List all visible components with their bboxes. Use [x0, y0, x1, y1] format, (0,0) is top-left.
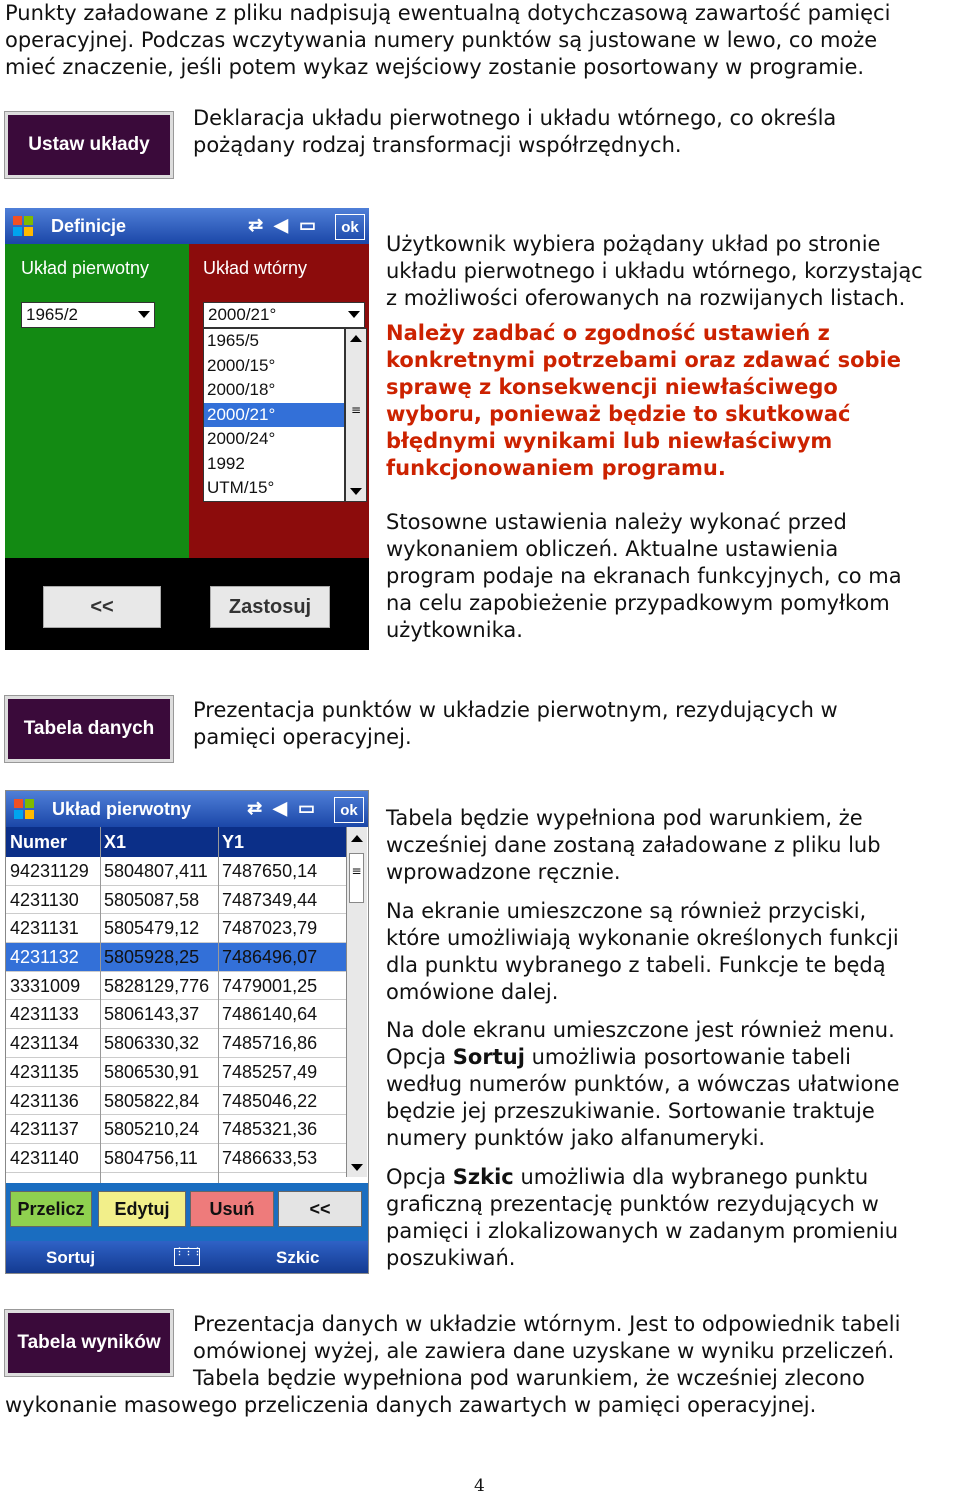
side1-note-2: wykonaniem obliczeń. Aktualne ustawienia: [386, 537, 839, 561]
scroll-grip-icon: ≡: [351, 403, 362, 417]
section1-desc-1: Deklaracja układu pierwotnego i układu wtórnego, co określa: [193, 106, 837, 130]
side2-line-7: omówione dalej.: [386, 980, 559, 1004]
table-row[interactable]: [6, 1000, 346, 1029]
table-row[interactable]: [6, 972, 346, 1001]
cell-y1: 7485321,36: [222, 1119, 318, 1140]
side2-line-1: Tabela będzie wypełniona pod warunkiem, że: [386, 806, 863, 830]
text-span: Opcja: [386, 1045, 453, 1069]
section3-line-1: Prezentacja danych w układzie wtórnym. Jest to odpowiednik tabeli: [193, 1312, 901, 1336]
column-divider: [100, 827, 101, 1241]
cell-number: 94231129: [10, 861, 89, 881]
cell-y1: 7479001,25: [222, 975, 318, 996]
side2-line-3: wprowadzone ręcznie.: [386, 860, 621, 884]
secondary-system-select[interactable]: [203, 302, 365, 328]
table-row[interactable]: [6, 1115, 346, 1144]
primary-panel: [5, 244, 189, 558]
side1-note-1: Stosowne ustawienia należy wykonać przed: [386, 510, 847, 534]
windows-logo-icon: [11, 214, 35, 238]
side2-line-6: dla punktu wybranego z tabeli. Funkcje te będą: [386, 953, 886, 977]
tabela-wynikow-button[interactable]: Tabela wyników: [5, 1310, 173, 1376]
text-span: umożliwia posortowanie tabeli: [524, 1045, 851, 1069]
secondary-options-list: [203, 328, 345, 502]
option-item[interactable]: 2000/15°: [207, 355, 276, 375]
primary-select-value: 1965/2: [26, 305, 78, 324]
table-row[interactable]: [6, 1029, 346, 1058]
section1-desc-2: pożądany rodzaj transformacji współrzędnych.: [193, 133, 682, 157]
screen-title: Układ pierwotny: [52, 799, 192, 819]
cell-x1: 5828129,776: [104, 975, 210, 996]
side2-line-10: według numerów punktów, a wówczas ułatwione: [386, 1072, 900, 1096]
side1-note-4: na celu zapobieżenie przypadkowym pomyłkom: [386, 591, 890, 615]
warning-line-2: konkretnymi potrzebami oraz zdawać sobie: [386, 348, 901, 372]
section3-line-4: wykonanie masowego przeliczenia danych zawartych w pamięci operacyjnej.: [5, 1393, 817, 1417]
table-scrollbar[interactable]: [346, 827, 367, 1177]
bottom-menu-bar: [6, 1241, 368, 1274]
warning-line-3: sprawę z konsekwencji niewłaściwego: [386, 375, 838, 399]
scroll-down-icon[interactable]: [351, 1164, 363, 1171]
cell-x1: 5805928,25: [104, 947, 200, 968]
side2-line-14: graficzną prezentację punktów rezydujących w: [386, 1192, 879, 1216]
scroll-up-icon[interactable]: [350, 335, 362, 342]
side2-line-16: poszukiwań.: [386, 1246, 516, 1270]
page-number: 4: [474, 1476, 485, 1496]
cell-number: 3331009: [10, 975, 81, 996]
edit-button[interactable]: Edytuj: [98, 1191, 186, 1227]
cell-x1: 5805822,84: [104, 1090, 200, 1111]
ok-button[interactable]: ok: [334, 797, 364, 823]
scroll-up-icon[interactable]: [351, 835, 363, 842]
back-button[interactable]: <<: [43, 586, 161, 628]
section3-line-2: omówionej wyżej, ale zawiera dane uzyskane w wyniku przeliczeń.: [193, 1339, 895, 1363]
table-row[interactable]: [6, 914, 346, 943]
primary-system-select[interactable]: [21, 302, 155, 328]
primary-label: Układ pierwotny: [21, 258, 150, 278]
screen-title: Definicje: [51, 216, 127, 236]
column-header-x1[interactable]: X1: [104, 832, 127, 852]
side2-line-13: [386, 1164, 868, 1191]
option-item[interactable]: 2000/18°: [207, 380, 276, 399]
cell-number: 4231130: [10, 889, 79, 910]
option-item[interactable]: UTM/15°: [207, 478, 275, 497]
side1-line-1: Użytkownik wybiera pożądany układ po stronie: [386, 232, 881, 256]
ustaw-uklady-button[interactable]: Ustaw układy: [5, 112, 173, 178]
side2-line-12: numery punktów jako alfanumeryki.: [386, 1126, 766, 1150]
definitions-screen: [5, 208, 369, 650]
cell-y1: 7485046,22: [222, 1090, 318, 1111]
cell-number: 4231133: [10, 1004, 79, 1025]
table-row-selected[interactable]: [6, 943, 346, 972]
section2-desc-1: Prezentacja punktów w układzie pierwotnym, rezydujących w: [193, 698, 838, 722]
menu-sort[interactable]: Sortuj: [46, 1248, 96, 1267]
table-body: [6, 857, 346, 1173]
table-row[interactable]: [6, 857, 346, 886]
cell-x1: 5805087,58: [104, 889, 200, 910]
scroll-down-icon[interactable]: [350, 488, 362, 495]
section2-desc-2: pamięci operacyjnej.: [193, 725, 412, 749]
delete-button[interactable]: Usuń: [190, 1191, 274, 1227]
table-row[interactable]: [6, 1058, 346, 1087]
cell-y1: 7486633,53: [222, 1147, 318, 1168]
side1-note-3: program podaje na ekranach funkcyjnych, co ma: [386, 564, 902, 588]
cell-y1: 7485257,49: [222, 1061, 318, 1082]
side2-line-11: będzie jej przeszukiwanie. Sortowanie traktuje: [386, 1099, 875, 1123]
side1-line-3: z możliwości oferowanych na rozwijanych listach.: [386, 286, 906, 310]
ok-button[interactable]: ok: [335, 214, 365, 240]
table-row[interactable]: [6, 1144, 346, 1173]
chevron-down-icon: [138, 311, 150, 318]
text-span: umożliwia dla wybranego punktu: [513, 1165, 869, 1189]
section3-line-3: Tabela będzie wypełniona pod warunkiem, że wcześniej zlecono: [193, 1366, 865, 1390]
secondary-select-value: 2000/21°: [208, 305, 277, 324]
scroll-thumb[interactable]: ≡: [349, 853, 364, 903]
cell-y1: 7485716,86: [222, 1033, 318, 1054]
cell-y1: 7486496,07: [222, 947, 318, 968]
cell-number: 4231136: [10, 1090, 79, 1111]
secondary-label: Układ wtórny: [203, 258, 308, 278]
cell-number: 4231131: [10, 918, 79, 939]
column-header-number[interactable]: Numer: [10, 832, 68, 852]
cell-x1: 5805479,12: [104, 918, 200, 939]
table-row[interactable]: [6, 886, 346, 915]
action-button-row: [6, 1183, 368, 1241]
side1-note-5: użytkownika.: [386, 618, 523, 642]
menu-sketch[interactable]: Szkic: [276, 1248, 320, 1267]
cell-y1: 7487349,44: [222, 889, 318, 910]
option-item[interactable]: 2000/24°: [207, 429, 276, 448]
warning-line-1: Należy zadbać o zgodność ustawień z: [386, 321, 830, 345]
cell-x1: 5804756,11: [104, 1147, 198, 1168]
warning-line-5: błędnymi wynikami lub niewłaściwym: [386, 429, 833, 453]
option-item[interactable]: 1992: [207, 453, 245, 473]
intro-line-3: mieć znaczenie, jeśli potem wykaz wejściowy zostanie posortowany w programie.: [5, 55, 865, 79]
cell-x1: 5805210,24: [104, 1119, 200, 1140]
cell-number: 4231140: [10, 1147, 79, 1168]
cell-y1: 7486140,64: [222, 1004, 318, 1025]
title-bar: [5, 208, 369, 244]
keyboard-icon[interactable]: ⋮⋮⋮: [174, 1248, 200, 1266]
cell-x1: 5804807,411: [104, 861, 208, 881]
chevron-down-icon: [348, 311, 360, 318]
table-header: [6, 827, 346, 857]
apply-button[interactable]: Zastosuj: [210, 586, 330, 628]
table-row[interactable]: [6, 1087, 346, 1116]
status-icons: ⇄ ◀︎ ▭: [247, 798, 318, 818]
side2-line-2: wcześniej dane zostaną załadowane z pliku lub: [386, 833, 881, 857]
windows-logo-icon: [12, 797, 36, 821]
options-scrollbar[interactable]: [345, 328, 367, 502]
data-table-screen: [5, 790, 369, 1274]
cell-number: 4231137: [10, 1119, 79, 1140]
cell-y1: 7487023,79: [222, 918, 318, 939]
cell-y1: 7487650,14: [222, 861, 318, 881]
cell-x1: 5806530,91: [104, 1061, 200, 1082]
cell-number: 4231134: [10, 1033, 79, 1054]
bold-option-sketch: Szkic: [452, 1165, 514, 1189]
warning-line-6: funkcjonowaniem programu.: [386, 456, 726, 480]
warning-line-4: wyboru, ponieważ będzie to skutkować: [386, 402, 851, 426]
cell-number: 4231135: [10, 1061, 79, 1082]
side2-line-8: Na dole ekranu umieszczone jest również menu.: [386, 1018, 895, 1042]
cell-x1: 5806143,37: [104, 1004, 200, 1025]
recalculate-button[interactable]: Przelicz: [10, 1191, 92, 1227]
side2-line-9: [386, 1044, 851, 1071]
side2-line-4: Na ekranie umieszczone są również przyciski,: [386, 899, 867, 923]
side1-line-2: układu pierwotnego i układu wtórnego, korzystając: [386, 259, 923, 283]
side2-line-5: które umożliwiają wykonanie określonych funkcji: [386, 926, 899, 950]
back-button[interactable]: <<: [278, 1191, 362, 1227]
cell-x1: 5806330,32: [104, 1033, 200, 1054]
side2-line-15: pamięci i zlokalizowanych w zadanym promieniu: [386, 1219, 899, 1243]
column-header-y1[interactable]: Y1: [222, 832, 245, 852]
intro-line-2: operacyjnej. Podczas wczytywania numery punktów są justowane w lewo, co może: [5, 28, 878, 52]
bold-option-sort: Sortuj: [452, 1045, 525, 1069]
option-item-selected[interactable]: 2000/21°: [204, 403, 344, 428]
status-icons: ⇄ ◀︎ ▭: [248, 215, 319, 235]
tabela-danych-button[interactable]: Tabela danych: [5, 696, 173, 762]
option-item[interactable]: 1965/5: [207, 331, 259, 350]
text-span: Opcja: [386, 1165, 453, 1189]
intro-line-1: Punkty załadowane z pliku nadpisują ewentualną dotychczasową zawartość pamięci: [5, 1, 891, 25]
column-divider: [218, 827, 219, 1241]
cell-number: 4231132: [10, 947, 79, 968]
title-bar: [6, 791, 368, 827]
